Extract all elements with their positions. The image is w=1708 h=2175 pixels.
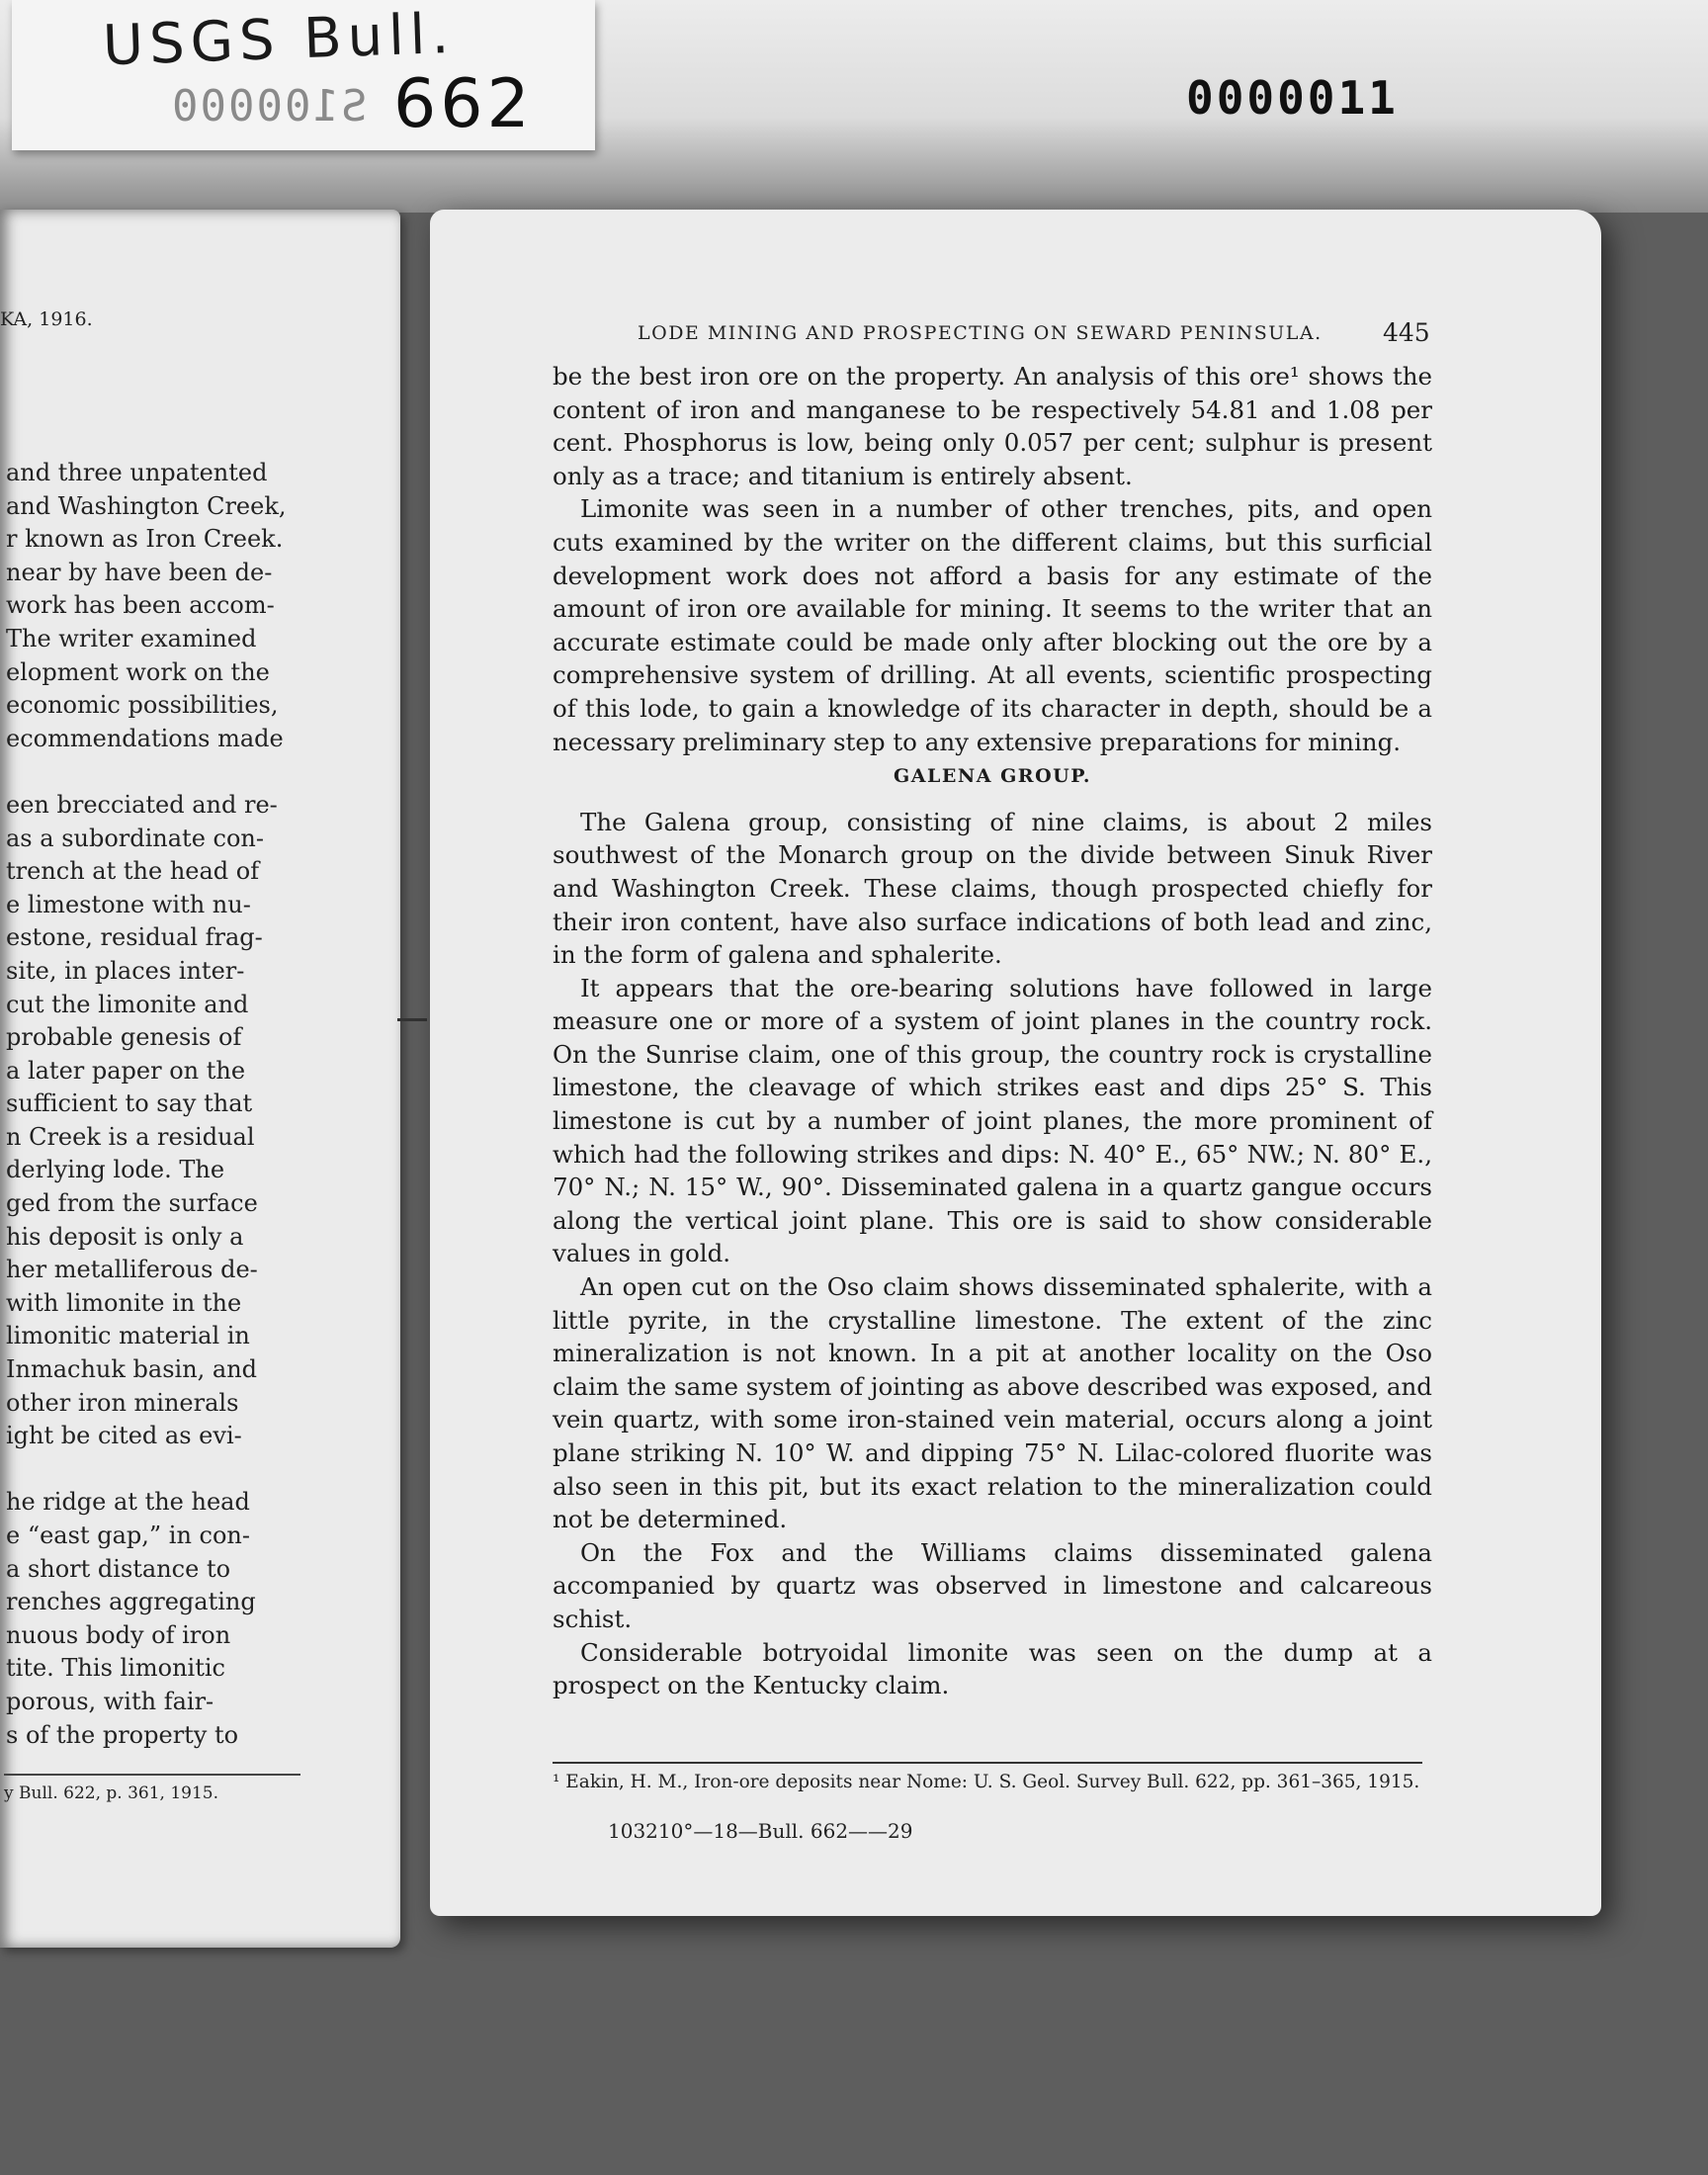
left-page-line: limonitic material in [6,1322,250,1350]
left-page-line: The writer examined [6,624,257,652]
left-page-line: sufficient to say that [6,1089,253,1118]
left-page-line: as a subordinate con- [6,824,264,852]
left-page-line: probable genesis of [6,1023,242,1052]
printer-signature: 103210°—18—Bull. 662——29 [608,1819,913,1843]
left-page-line: r known as Iron Creek. [6,525,284,554]
frame-number: 0000011 [1186,71,1399,125]
left-page-line: Inmachuk basin, and [6,1355,258,1384]
left-page-line: tite. This limonitic [6,1654,225,1683]
left-page-line: other iron minerals [6,1388,239,1417]
left-page-line: and three unpatented [6,459,268,486]
paragraph: It appears that the ore-bearing solutions have followed in large measure one or more of a system of joint planes in the country rock. On the Sunrise claim, one of this group, the country rock is crystalline limestone, the cleavage of which strikes east and dips 25° S. This limestone is cut by a number of joint planes, the more prominent of which had the following strikes and dips: N. 40° E., 65° NW.; N. 80° E., 70° N.; N. 15° W., 90°. Disseminated galena in a quartz gangue occurs along the vertical joint plane. This ore is said to show considerable values in gold. [553,973,1432,1268]
left-page-line: porous, with fair- [6,1687,214,1715]
left-page-line [6,1453,400,1487]
left-page-line: derlying lode. The [6,1156,225,1184]
left-page-line: a later paper on the [6,1056,246,1085]
left-page-line: and Washington Creek, [6,491,287,520]
paragraph: An open cut on the Oso claim shows disseminated sphalerite, with a little pyrite, in the crystalline limestone. The extent of the zinc mineralization is not known. In a pit at another locality on the Oso claim the same system of jointing as above described was exposed, and vein quartz, with some iron-stained vein material, occurs along a joint plane striking N. 10° W. and dipping 75° N. Lilac-colored fluorite was also seen in this pit, but its exact relation to the mineralization could not be determined. [553,1272,1432,1534]
left-page-line: estone, residual frag- [6,923,263,952]
left-page-line: a short distance to [6,1554,231,1583]
handwritten-bulletin-number: 662 [393,65,534,143]
left-page-line: e limestone with nu- [6,890,251,918]
left-page-line: he ridge at the head [6,1488,250,1517]
left-page-line: with limonite in the [6,1288,242,1317]
left-page-line: ight be cited as evi- [6,1422,242,1450]
paragraph: On the Fox and the Williams claims disseminated galena accompanied by quartz was observed in limestone and calcareous schist. [553,1537,1432,1633]
left-page-line: renches aggregating [6,1588,256,1616]
left-page-line: e “east gap,” in con- [6,1522,250,1549]
left-page-line: site, in places inter- [6,956,245,985]
handwritten-series-label: USGS Bull. [101,1,457,79]
footnote: ¹ Eakin, H. M., Iron-ore deposits near Nome: U. S. Geol. Survey Bull. 622, pp. 361–365, 1915. [553,1772,1420,1792]
left-page-line: een brecciated and re- [6,790,278,819]
left-page-line: her metalliferous de- [6,1256,258,1284]
left-page-line: elopment work on the [6,657,270,686]
left-page-line: ged from the surface [6,1189,258,1218]
catalog-label-card [12,0,595,150]
left-page-header: KA, 1916. [0,308,93,330]
paragraph: The Galena group, consisting of nine claims, is about 2 miles southwest of the Monarch group on the divide between Sinuk River and Washington Creek. These claims, though prospected chiefly for their iron content, have also surface indications of both lead and zinc, in the form of galena and sphalerite. [553,807,1432,970]
page-header [638,322,1708,344]
paragraph: be the best iron ore on the property. An analysis of this ore¹ shows the content of iron and manganese to be respectively 54.81 and 1.08 per cent. Phosphorus is low, being only 0.057 per cent; sulphur is present only as a trace; and titanium is entirely absent. [553,362,1432,490]
left-page [0,210,400,1948]
paragraph: Considerable botryoidal limonite was seen on the dump at a prospect on the Kentucky claim. [553,1637,1432,1700]
left-page-line: s of the property to [6,1720,239,1749]
page-number: 445 [1383,318,1430,347]
left-page-text [6,457,400,1752]
stamped-catalog-number: S100000 [170,81,368,131]
left-page-footnote: y Bull. 622, p. 361, 1915. [4,1774,300,1803]
left-page-line: nuous body of iron [6,1620,231,1649]
left-page-line: economic possibilities, [6,691,279,720]
left-page-line [6,755,400,789]
left-page-line: work has been accom- [6,591,275,620]
left-page-line: cut the limonite and [6,990,249,1018]
left-page-line: his deposit is only a [6,1222,244,1251]
right-page [430,210,1601,1916]
footnote-rule [553,1762,1422,1764]
running-head: LODE MINING AND PROSPECTING ON SEWARD PENINSULA. [638,322,1323,344]
left-page-line: trench at the head of [6,857,260,886]
left-page-line: n Creek is a residual [6,1122,255,1151]
paragraph: Limonite was seen in a number of other trenches, pits, and open cuts examined by the writer on the different claims, but this surficial development work does not afford a basis for any estimate of the amount of iron ore available for mining. It seems to the writer that an accurate estimate could be made only after blocking out the ore by a comprehensive system of drilling. At all events, scientific prospecting of this lode, to gain a knowledge of its character in depth, should be a necessary preliminary step to any extensive preparations for mining. [553,494,1432,756]
page-tear-mark [397,1018,427,1021]
left-page-line: near by have been de- [6,558,273,586]
left-page-line: ecommendations made [6,724,284,752]
body-text [553,360,1432,1702]
section-heading: GALENA GROUP. [894,765,1091,788]
